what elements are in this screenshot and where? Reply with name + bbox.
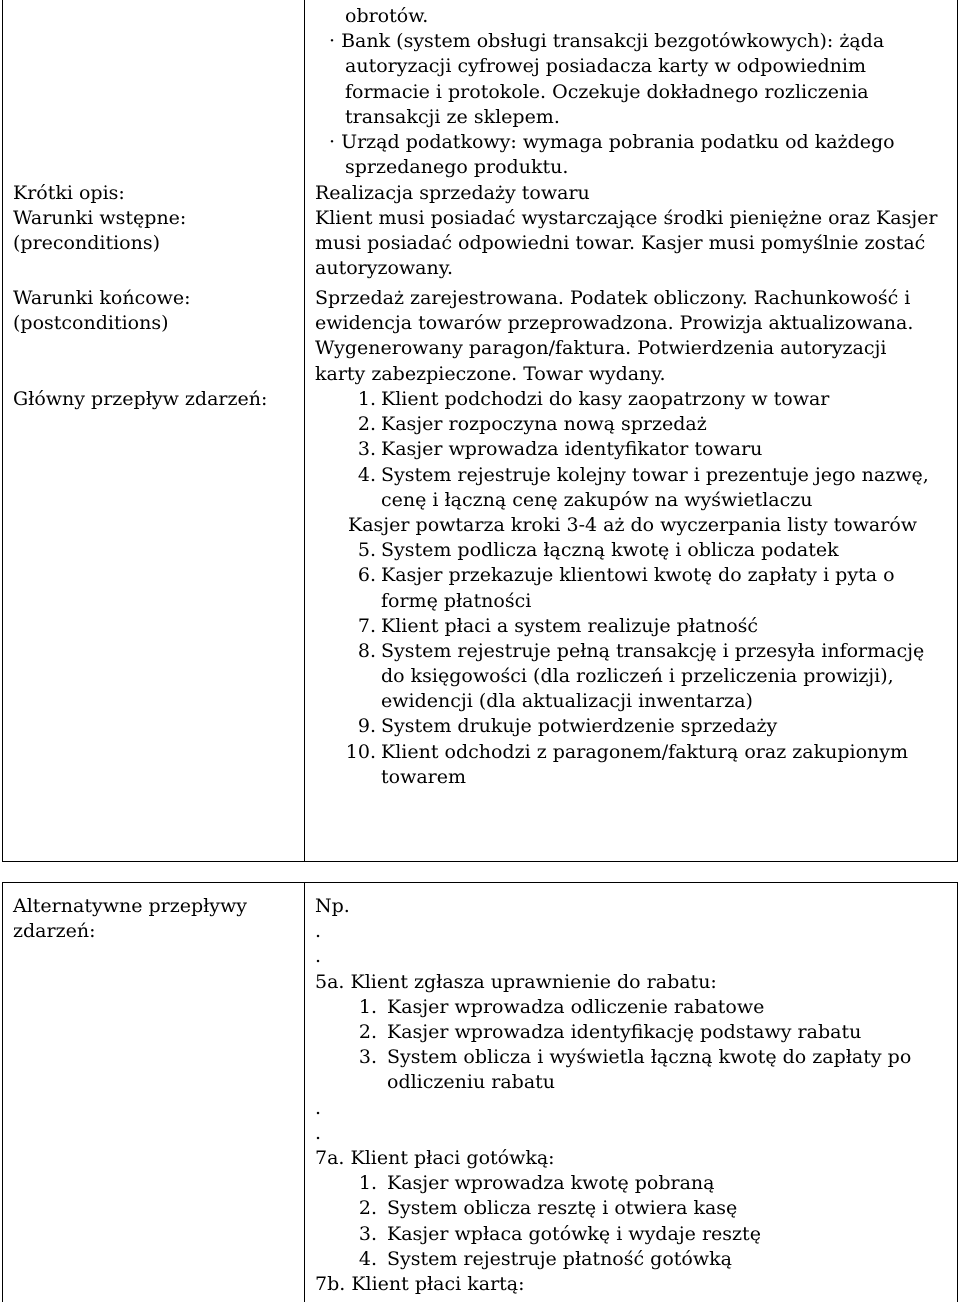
step-text: towarem — [381, 765, 467, 788]
list-item — [3, 714, 953, 739]
flow-5a-steps — [315, 995, 945, 1096]
list-item — [3, 765, 953, 790]
step-text: Kasjer wprowadza identyfikator towaru — [381, 438, 763, 461]
short-description-value: Realizacja sprzedaży towaru — [315, 182, 590, 204]
step-text: Kasjer rozpoczyna nową sprzedaż — [381, 413, 707, 436]
actors-line: obrotów. — [345, 5, 429, 27]
postconditions-label — [13, 286, 191, 336]
preconditions-value — [315, 206, 938, 282]
step-number: 1. — [358, 1172, 377, 1195]
step-number: 4. — [357, 463, 376, 486]
step-text: Kasjer wpłaca gotówkę i wydaje resztę — [387, 1222, 761, 1245]
list-item — [3, 563, 953, 588]
list-item — [315, 1020, 945, 1045]
actors-continued — [329, 4, 911, 180]
preconditions-label — [13, 206, 186, 256]
value-line: Sprzedaż zarejestrowana. Podatek obliczony. Rachunkowość i — [315, 287, 911, 309]
value-line: karty zabezpieczone. Towar wydany. — [315, 362, 666, 385]
step-text: System drukuje potwierdzenie sprzedaży — [381, 715, 778, 738]
tax-line: · Urząd podatkowy: wymaga pobrania podatku od każdego — [329, 131, 895, 154]
label-line: Alternatywne przepływy — [13, 895, 248, 917]
label-line: (postconditions) — [13, 312, 169, 335]
list-item — [3, 488, 953, 513]
step-number: 4. — [358, 1247, 377, 1270]
step-number: 2. — [357, 413, 376, 436]
ellipsis-dot: . — [315, 1096, 322, 1119]
list-item — [3, 538, 953, 563]
flow-5a-title: 5a. Klient zgłasza uprawnienie do rabatu: — [315, 970, 717, 993]
bank-line: · Bank (system obsługi transakcji bezgotówkowych): żąda — [329, 30, 885, 53]
step-text: Kasjer powtarza kroki 3-4 aż do wyczerpania listy towarów — [348, 513, 918, 536]
step-number: 1. — [358, 995, 377, 1018]
step-number: 3. — [358, 1222, 377, 1245]
ellipsis-dot: . — [315, 945, 322, 968]
value-line: Wygenerowany paragon/faktura. Potwierdzenia autoryzacji — [315, 337, 887, 360]
step-number: 2. — [358, 1197, 377, 1220]
list-item — [3, 614, 953, 639]
list-item — [315, 1045, 945, 1070]
flow-7a-title: 7a. Klient płaci gotówką: — [315, 1146, 555, 1169]
step-number: 6. — [357, 564, 376, 587]
label-line: Warunki końcowe: — [13, 287, 191, 309]
list-item — [315, 1196, 945, 1221]
bank-line: transakcji ze sklepem. — [345, 105, 560, 128]
list-item — [315, 995, 945, 1020]
step-text: Kasjer wprowadza odliczenie rabatowe — [387, 995, 765, 1018]
use-case-table — [2, 0, 958, 862]
label-line: zdarzeń: — [13, 920, 96, 943]
bank-actor — [329, 29, 895, 180]
alt-flows-table — [2, 882, 958, 1302]
list-item — [3, 740, 953, 765]
step-text: cenę i łączną cenę zakupów na wyświetlaczu — [381, 488, 813, 511]
list-item — [315, 1222, 945, 1247]
step-text: do księgowości (dla rozliczeń i przeliczenia prowizji), — [381, 665, 894, 688]
step-number: 5. — [357, 539, 376, 562]
step-text: ewidencji (dla aktualizacji inwentarza) — [381, 690, 753, 713]
step-number: 3. — [357, 438, 376, 461]
np-label: Np. — [315, 895, 350, 917]
tax-line: sprzedanego produktu. — [345, 156, 569, 179]
value-line: autoryzowany. — [315, 257, 453, 280]
step-text: System rejestruje pełną transakcję i przesyła informację — [381, 639, 925, 662]
list-item — [3, 689, 953, 714]
label-line: (preconditions) — [13, 232, 161, 255]
label-line: Warunki wstępne: — [13, 207, 187, 229]
step-text: Kasjer wprowadza identyfikację podstawy rabatu — [387, 1021, 862, 1043]
list-item — [3, 513, 953, 538]
ellipsis-dot: . — [315, 1121, 322, 1144]
list-item — [315, 1171, 945, 1196]
bank-line: formacie i protokole. Oczekuje dokładnego rozliczenia — [345, 80, 869, 103]
step-text: odliczeniu rabatu — [387, 1071, 556, 1094]
list-item — [3, 589, 953, 614]
flow-7b-title: 7b. Klient płaci kartą: — [315, 1272, 525, 1295]
step-text: System rejestruje płatność gotówką — [387, 1247, 732, 1270]
column-divider — [304, 883, 305, 1302]
ellipsis-dot: . — [315, 920, 322, 943]
step-text: System podlicza łączną kwotę i oblicza podatek — [381, 539, 839, 562]
step-text: formę płatności — [381, 589, 532, 612]
step-number: 8. — [357, 639, 376, 662]
list-item — [3, 639, 953, 664]
step-text: Kasjer przekazuje klientowi kwotę do zapłaty i pyta o — [381, 564, 895, 587]
bank-line: autoryzacji cyfrowej posiadacza karty w odpowiednim — [345, 55, 866, 78]
list-item — [3, 412, 953, 437]
list-item — [315, 1070, 945, 1095]
step-text: Klient odchodzi z paragonem/fakturą oraz zakupionym — [381, 740, 909, 763]
step-text: Kasjer wprowadza kwotę pobraną — [387, 1172, 715, 1195]
postconditions-value — [315, 286, 913, 387]
step-text: Klient podchodzi do kasy zaopatrzony w towar — [381, 388, 830, 410]
value-line: musi posiadać odpowiedni towar. Kasjer musi pomyślnie zostać — [315, 232, 926, 255]
step-text: System oblicza resztę i otwiera kasę — [387, 1197, 738, 1220]
flow-7a-steps — [315, 1171, 945, 1272]
list-item — [3, 664, 953, 689]
list-item — [315, 1247, 945, 1272]
value-line: Klient musi posiadać wystarczające środki pieniężne oraz Kasjer — [315, 207, 938, 229]
step-number: 7. — [357, 614, 376, 637]
step-number: 10. — [345, 740, 376, 763]
list-item — [3, 463, 953, 488]
step-text: Klient płaci a system realizuje płatność — [381, 614, 759, 637]
list-item — [3, 437, 953, 462]
main-flow-steps — [3, 387, 953, 790]
alt-flows-content — [315, 894, 945, 1297]
value-line: ewidencja towarów przeprowadzona. Prowizja aktualizowana. — [315, 312, 914, 335]
step-text: System rejestruje kolejny towar i prezentuje jego nazwę, — [381, 463, 929, 486]
list-item — [3, 387, 953, 412]
step-number: 2. — [358, 1021, 377, 1043]
alt-flows-label — [13, 894, 247, 944]
step-number: 1. — [357, 388, 376, 410]
step-text: System oblicza i wyświetla łączną kwotę do zapłaty po — [387, 1046, 912, 1069]
step-number: 3. — [358, 1046, 377, 1069]
step-number: 9. — [357, 715, 376, 738]
short-description-label: Krótki opis: — [13, 182, 125, 204]
main-flow-label: Główny przepływ zdarzeń: — [13, 388, 268, 410]
